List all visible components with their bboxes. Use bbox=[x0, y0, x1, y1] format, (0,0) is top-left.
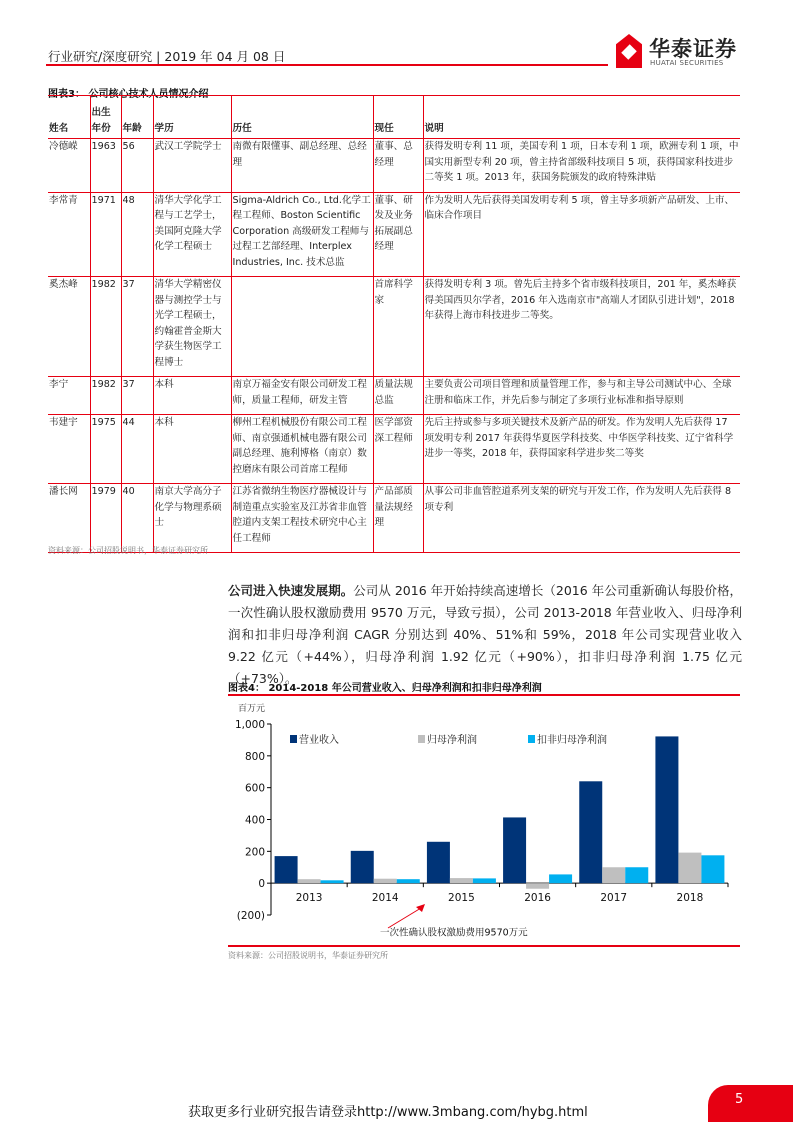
table3-title: 图表3： 公司核心技术人员情况介绍 bbox=[48, 89, 209, 100]
table-cell: 李宁 bbox=[48, 377, 90, 415]
bar-扣非归母净利润 bbox=[701, 855, 724, 883]
table-cell: 1982 bbox=[90, 277, 121, 377]
table-cell: Sigma-Aldrich Co., Ltd.化学工程工程师、Boston Scientific Corporation 高级研发工程师与过程工艺部经理、Interplex Industries, Inc. 技术总监 bbox=[231, 192, 373, 277]
x-tick-label: 2017 bbox=[600, 892, 628, 905]
legend-label: 扣非归母净利润 bbox=[537, 735, 607, 746]
y-tick-label: 200 bbox=[244, 846, 265, 859]
legend-swatch bbox=[528, 735, 535, 743]
table-cell: 董事、研发及业务拓展副总经理 bbox=[373, 192, 423, 277]
table-row bbox=[48, 277, 740, 377]
table-cell: 江苏省微纳生物医疗器械设计与制造重点实验室及江苏省非血管腔道内支架工程技术研究中心主任工程师 bbox=[231, 484, 373, 553]
bar-归母净利润 bbox=[374, 879, 397, 883]
table-cell: 潘长网 bbox=[48, 484, 90, 553]
table-cell: 获得发明专利 11 项，美国专利 1 项，日本专利 1 项，欧洲专利 1 项，中国实用新型专利 20 项，曾主持省部级科技项目 5 项，获得国家科技进步二等奖 1 项。2013 年，获国务院颁发的政府特殊津贴 bbox=[423, 139, 740, 193]
bar-营业收入 bbox=[275, 856, 298, 883]
header-divider bbox=[46, 64, 608, 66]
table-cell: 武汉工学院学士 bbox=[153, 139, 231, 193]
page-number: 5 bbox=[735, 1092, 744, 1107]
table-cell: 韦建宇 bbox=[48, 415, 90, 484]
y-tick-label: 800 bbox=[244, 750, 265, 763]
table3-source: 资料来源：公司招股说明书，华泰证券研究所 bbox=[48, 546, 208, 555]
table-cell: 南微有限懂事、副总经理、总经理 bbox=[231, 139, 373, 193]
table-cell: 40 bbox=[121, 484, 153, 553]
y-tick-label: (200) bbox=[236, 910, 265, 922]
tech-staff-table bbox=[48, 95, 740, 553]
column-header: 现任 bbox=[373, 96, 423, 139]
bar-营业收入 bbox=[503, 817, 526, 883]
y-axis-unit: 百万元 bbox=[238, 704, 266, 714]
column-header: 出生年份 bbox=[90, 96, 121, 139]
table-cell: 1963 bbox=[90, 139, 121, 193]
table-cell: 1982 bbox=[90, 377, 121, 415]
table-cell: 37 bbox=[121, 377, 153, 415]
table-row bbox=[48, 377, 740, 415]
table-cell: 1979 bbox=[90, 484, 121, 553]
logo-en: HUATAI SECURITIES bbox=[650, 59, 724, 67]
table-cell: 本科 bbox=[153, 415, 231, 484]
bar-归母净利润 bbox=[526, 883, 549, 889]
bar-扣非归母净利润 bbox=[397, 879, 420, 883]
chart-source: 资料来源：公司招股说明书，华泰证券研究所 bbox=[228, 951, 388, 960]
revenue-profit-bar-chart bbox=[228, 696, 740, 944]
bar-营业收入 bbox=[427, 842, 450, 883]
annotation-arrow bbox=[388, 908, 421, 928]
table-cell: 主要负责公司项目管理和质量管理工作，参与和主导公司测试中心、全球注册和临床工作，并先后参与制定了多项行业标准和指导原则 bbox=[423, 377, 740, 415]
table-cell: 1975 bbox=[90, 415, 121, 484]
bar-营业收入 bbox=[655, 736, 678, 883]
bar-扣非归母净利润 bbox=[549, 874, 572, 883]
legend-swatch bbox=[418, 735, 425, 743]
table-cell: 44 bbox=[121, 415, 153, 484]
page-number-tab bbox=[708, 1085, 793, 1122]
column-header: 历任 bbox=[231, 96, 373, 139]
table-row bbox=[48, 415, 740, 484]
table-cell: 奚杰峰 bbox=[48, 277, 90, 377]
bar-归母净利润 bbox=[678, 853, 701, 884]
table-cell: 柳州工程机械股份有限公司工程师、南京强通机械电器有限公司副总经理、施利博格（南京）数控磨床有限公司首席工程师 bbox=[231, 415, 373, 484]
table-cell: 董事、总经理 bbox=[373, 139, 423, 193]
annotation-text: 一次性确认股权激励费用9570万元 bbox=[380, 927, 528, 939]
huatai-logo bbox=[616, 34, 746, 70]
table-row bbox=[48, 139, 740, 193]
header-text: 行业研究/深度研究 | 2019 年 04 月 08 日 bbox=[48, 49, 286, 64]
table-cell: 首席科学家 bbox=[373, 277, 423, 377]
chart-title: 图表4： 2014-2018 年公司营业收入、归母净利润和扣非归母净利润 bbox=[228, 683, 542, 694]
table-cell: 清华大学化学工程与工艺学士，美国阿克隆大学化学工程硕士 bbox=[153, 192, 231, 277]
y-tick-label: 0 bbox=[258, 878, 265, 891]
bar-归母净利润 bbox=[602, 867, 625, 883]
bar-扣非归母净利润 bbox=[321, 880, 344, 883]
table-header-row bbox=[48, 96, 740, 139]
annotation-arrowhead-icon bbox=[416, 904, 425, 912]
table-cell: 本科 bbox=[153, 377, 231, 415]
column-header: 年龄 bbox=[121, 96, 153, 139]
table-cell: 作为发明人先后获得美国发明专利 5 项，曾主导多项新产品研发、上市、临床合作项目 bbox=[423, 192, 740, 277]
bar-营业收入 bbox=[351, 851, 374, 883]
table-cell: 56 bbox=[121, 139, 153, 193]
column-header: 姓名 bbox=[48, 96, 90, 139]
bar-归母净利润 bbox=[298, 879, 321, 883]
table-row bbox=[48, 484, 740, 553]
paragraph-lead: 公司进入快速发展期。 bbox=[228, 583, 354, 598]
table-cell: 质量法规总监 bbox=[373, 377, 423, 415]
y-tick-label: 1,000 bbox=[234, 719, 265, 731]
x-tick-label: 2015 bbox=[448, 892, 475, 905]
table-cell: 37 bbox=[121, 277, 153, 377]
table-cell: 先后主持或参与多项关键技术及新产品的研发。作为发明人先后获得 17 项发明专利 2017 年获得华夏医学科技奖、中华医学科技奖、辽宁省科学进步一等奖，2018 年，获得国家科学进步奖二等奖 bbox=[423, 415, 740, 484]
table-cell: 从事公司非血管腔道系列支架的研究与开发工作，作为发明人先后获得 8 项专利 bbox=[423, 484, 740, 553]
table-cell: 产品部质量法规经理 bbox=[373, 484, 423, 553]
logo-mark-icon bbox=[616, 34, 642, 68]
table-row bbox=[48, 192, 740, 277]
y-tick-label: 400 bbox=[244, 814, 265, 827]
legend-swatch bbox=[290, 735, 297, 743]
legend-label: 归母净利润 bbox=[427, 735, 477, 746]
x-tick-label: 2013 bbox=[295, 892, 323, 905]
y-tick-label: 600 bbox=[244, 782, 265, 795]
x-tick-label: 2014 bbox=[371, 892, 399, 905]
x-tick-label: 2018 bbox=[676, 892, 704, 905]
table-cell: 南京大学高分子化学与物理系硕士 bbox=[153, 484, 231, 553]
table-cell bbox=[231, 277, 373, 377]
bar-归母净利润 bbox=[450, 878, 473, 883]
table-cell: 冷德嵘 bbox=[48, 139, 90, 193]
column-header: 说明 bbox=[423, 96, 740, 139]
table-cell: 获得发明专利 3 项。曾先后主持多个省市级科技项目，201 年，奚杰峰获得美国西贝尔学者，2016 年入选南京市"高端人才团队引进计划"，2018 年获得上海市科技进步二等奖。 bbox=[423, 277, 740, 377]
x-tick-label: 2016 bbox=[524, 892, 551, 905]
body-paragraph bbox=[228, 580, 742, 690]
legend-label: 营业收入 bbox=[299, 735, 339, 746]
table-cell: 李常青 bbox=[48, 192, 90, 277]
table-cell: 清华大学精密仪器与测控学士与光学工程硕士，约翰霍普金斯大学获生物医学工程博士 bbox=[153, 277, 231, 377]
bar-扣非归母净利润 bbox=[473, 878, 496, 883]
logo-cn: 华泰证券 bbox=[649, 37, 737, 61]
bar-营业收入 bbox=[579, 781, 602, 883]
table-cell: 48 bbox=[121, 192, 153, 277]
table-cell: 1971 bbox=[90, 192, 121, 277]
chart-bottom-divider bbox=[228, 945, 740, 947]
paragraph-text: 公司从 2016 年开始持续高速增长（2016 年公司重新确认每股价格，一次性确认股权激励费用 9570 万元，导致亏损），公司 2013-2018 年营业收入、归母净利润和扣非归母净利润 CAGR 分别达到 40%、51%和 59%，2018 年公司实现营业收入 9.22 亿元（+44%），归母净利润 1.92 亿元（+90%），扣非归母净利润 1.75 亿元（+73%）。 bbox=[228, 583, 742, 686]
column-header: 学历 bbox=[153, 96, 231, 139]
table-cell: 南京万福金安有限公司研发工程师，质量工程师，研发主管 bbox=[231, 377, 373, 415]
footer-link[interactable]: 获取更多行业研究报告请登录http://www.3mbang.com/hybg.html bbox=[188, 1105, 588, 1120]
bar-扣非归母净利润 bbox=[625, 867, 648, 883]
table-cell: 医学部资深工程师 bbox=[373, 415, 423, 484]
